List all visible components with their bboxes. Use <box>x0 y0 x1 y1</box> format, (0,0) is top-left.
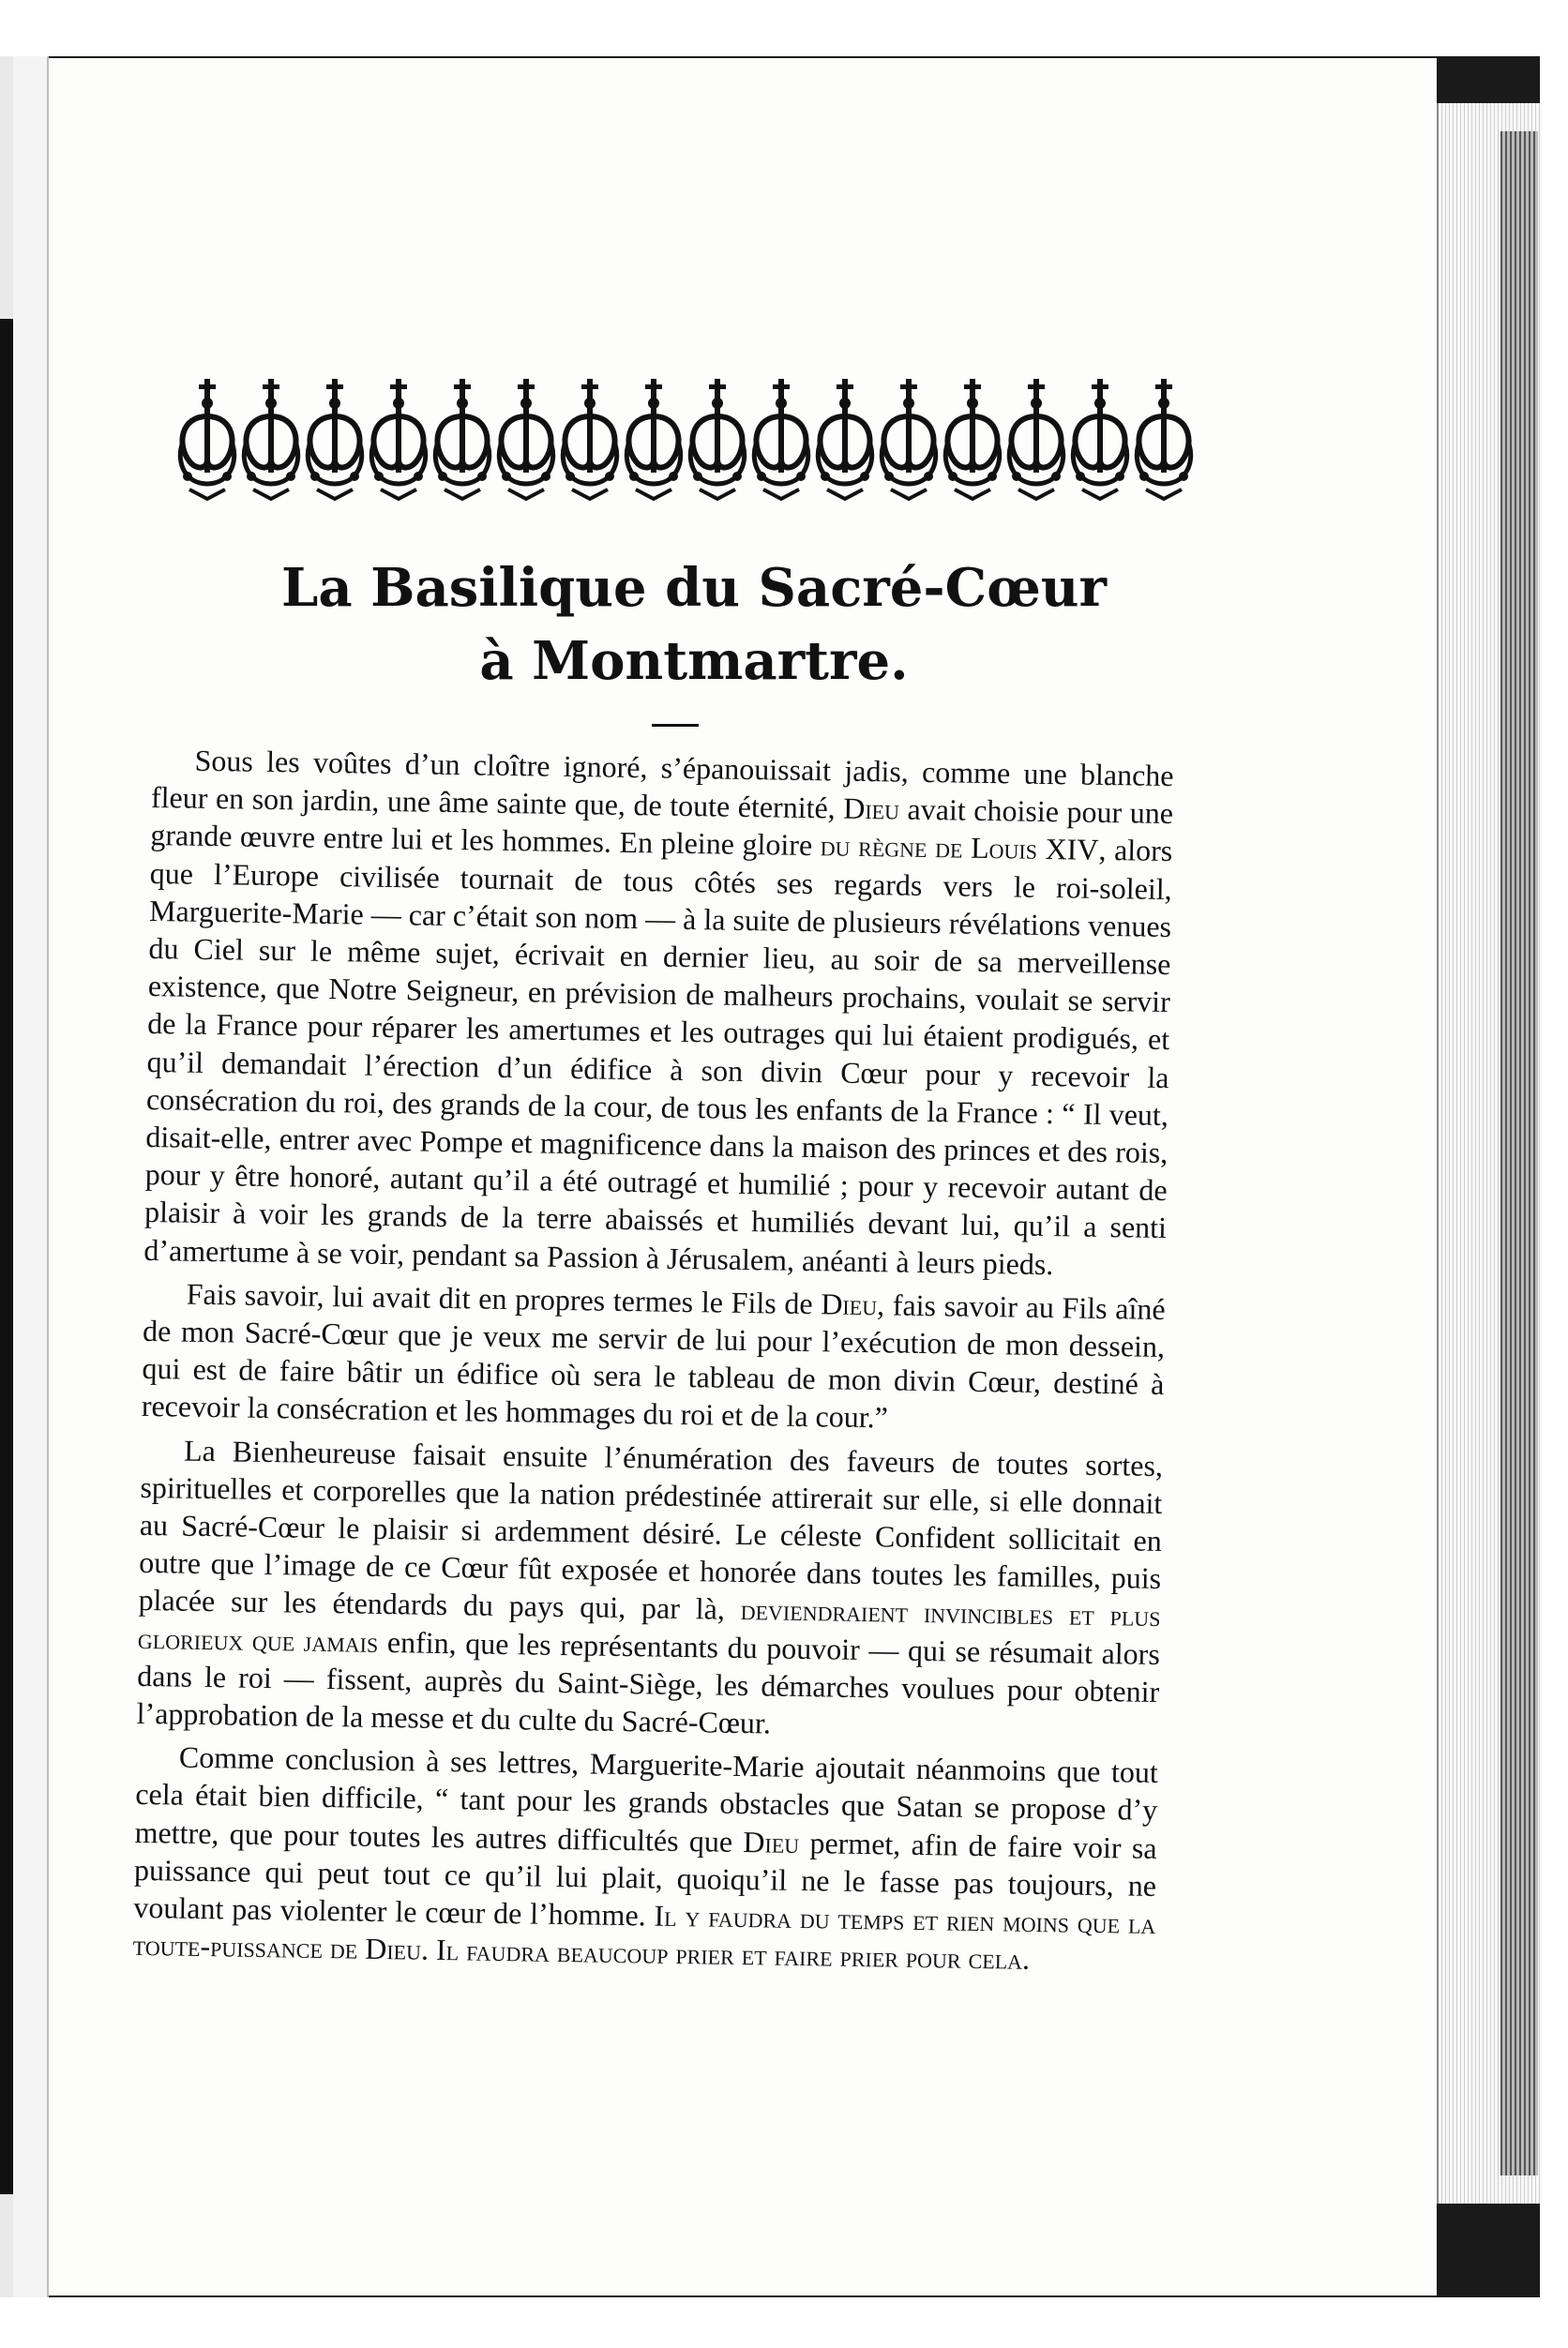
page-title <box>188 551 1200 698</box>
title-line-1: La Basilique du Sacré-Cœur <box>280 557 1108 619</box>
paragraph-2: Fais savoir, lui avait dit en propres termes le Fils de Dieu, fais savoir au Fils aîné de mon Sacré-Cœur que je veux me servir de lui pour l’exécution de mon dessein, qui est de faire bâtir un édifice où sera le tableau de mon divin Cœur, destiné à recevoir la consécration et les hommages du roi et de la cour.” <box>141 1276 1166 1435</box>
scanner-shadow-left <box>0 319 13 2194</box>
scanner-background-right <box>1540 0 1568 2348</box>
paragraph-3: La Bienheureuse faisait ensuite l’énumération des faveurs de toutes sortes, spirituelles et corporelles que la nation prédestinée attirerait sur elle, si elle donnait au Sacré-Cœur le plaisir si ardemment désiré. Le céleste Confident sollicitait en outre que l’image de ce Cœur fût exposée et honorée dans toutes les familles, puis placée sur les étendards du pays qui, par là, deviendraient invincibles et plus glorieux que jamais enfin, que les représentants du pouvoir — qui se résumait alors dans le roi — fissent, auprès du Saint-Siège, les démarches voulues pour obtenir l’approbation de la messe et du culte du Sacré-Cœur. <box>136 1433 1164 1740</box>
stacked-page-edges-shadow <box>1500 131 1538 2175</box>
title-rule <box>652 724 699 727</box>
paragraph-4: Comme conclusion à ses lettres, Marguerite-Marie ajoutait néanmoins que tout cela était bien difficile, “ tant pour les grands obstacles que Satan se propose d’y mettre, que pour toutes les autres difficultés que Dieu permet, afin de faire voir sa puissance qui peut tout ce qu’il lui plait, quoiqu’il ne le fasse pas toujours, ne voulant pas violenter le cœur de l’homme. Il y faudra du temps et rien moins que la toute-puissance de Dieu. Il faudra beaucoup prier et faire prier pour cela. <box>132 1739 1159 1977</box>
body-text <box>133 741 1174 1979</box>
facing-page-edge <box>13 0 49 2348</box>
title-line-2: à Montmartre. <box>479 630 909 692</box>
scanner-background-bottom <box>0 2297 1568 2348</box>
paragraph-1: Sous les voûtes d’un cloître ignoré, s’épanouissait jadis, comme une blanche fleur en son jardin, une âme sainte que, de toute éternité, Dieu avait choisie pour une grande œuvre entre lui et les hommes. En pleine gloire du règne de Louis XIV, alors que l’Europe civilisée tournait de tous côtés ses regards vers le roi-soleil, Marguerite-Marie — car c’était son nom — à la suite de plusieurs révélations venues du Ciel sur le même sujet, écrivait en dernier lieu, au soir de sa merveillense existence, que Notre Seigneur, en prévision de malheurs prochains, voulait se servir de la France pour réparer les amertumes et les outrages qui lui étaient prodigués, et qu’il demandait l’érection d’un édifice à son divin Cœur pour y recevoir la consécration du roi, des grands de la cour, de tous les enfants de la France : “ Il veut, disait-elle, entrer avec Pompe et magnificence dans la maison des princes et des rois, pour y être honoré, autant qu’il a été outragé et humilié ; pour y recevoir autant de plaisir à voir les grands de la terre abaissés et humiliés devant lui, qu’il a senti d’amertume à se voir, pendant sa Passion à Jérusalem, anéanti à leurs pieds. <box>143 743 1174 1281</box>
decorative-ornament-band <box>176 375 1199 506</box>
scanner-background-top <box>0 0 1568 56</box>
